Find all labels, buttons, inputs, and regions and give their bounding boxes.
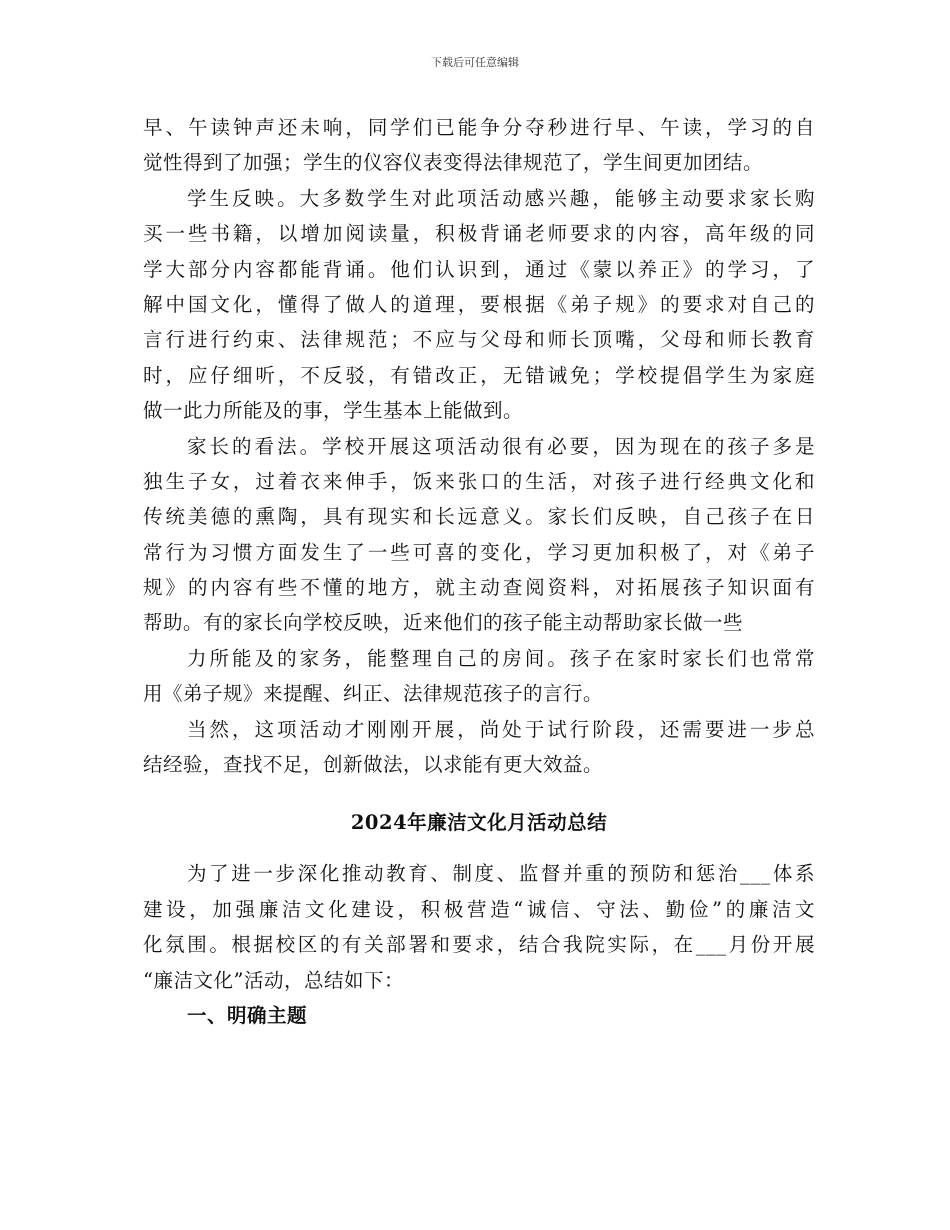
subheading: 一、明确主题 (187, 1003, 308, 1027)
text-line: 觉性得到了加强；学生的仪容仪表变得法律规范了，学生间更加团结。 (143, 151, 764, 175)
paragraph-continuation (143, 110, 815, 181)
section-title: 2024年廉洁文化月活动总结 (350, 811, 608, 835)
paragraph-housework (143, 641, 815, 712)
text-line: 常行为习惯方面发生了一些可喜的变化，学习更加积极了，对《弟子 (143, 540, 815, 564)
page-header: 下载后可任意编辑 (431, 56, 519, 69)
text-line: 时，应仔细听，不反驳，有错改正，无错诫免；学校提倡学生为家庭 (143, 363, 815, 387)
text-line: 言行进行约束、法律规范；不应与父母和师长顶嘴，父母和师长教育 (143, 328, 815, 352)
text-line: 早、午读钟声还未响，同学们已能争分夺秒进行早、午读，学习的自 (143, 116, 815, 139)
text-line: 独生子女，过着衣来伸手，饭来张口的生活，对孩子进行经典文化和 (143, 469, 815, 493)
text-line: 传统美德的熏陶，具有现实和长远意义。家长们反映，自己孩子在日 (143, 505, 815, 529)
text-line: 为了进一步深化推动教育、制度、监督并重的预防和惩治___体系 (187, 862, 815, 886)
text-line: 学生反映。大多数学生对此项活动感兴趣，能够主动要求家长购 (187, 186, 815, 210)
text-line: 做一此力所能及的事，学生基本上能做到。 (143, 399, 524, 423)
text-line: 买一些书籍，以增加阅读量，积极背诵老师要求的内容，高年级的同 (143, 222, 815, 246)
text-line: 规》的内容有些不懂的地方，就主动查阅资料，对拓展孩子知识面有 (143, 576, 815, 600)
paragraph-parent-views (143, 429, 815, 641)
text-line: 结经验，查找不足，创新做法，以求能有更大效益。 (143, 753, 604, 777)
text-line: 学大部分内容都能背诵。他们认识到，通过《蒙以养正》的学习，了 (143, 257, 815, 281)
paragraph-student-feedback (143, 181, 815, 429)
text-line: 建设，加强廉洁文化建设，积极营造“诚信、守法、勤俭”的廉洁文 (143, 897, 815, 921)
document-body (143, 110, 815, 1033)
text-line: 力所能及的家务，能整理自己的房间。孩子在家时家长们也常常 (187, 646, 815, 670)
text-line: 帮助。有的家长向学校反映，近来他们的孩子能主动帮助家长做一些 (143, 611, 744, 635)
text-line: 化氛围。根据校区的有关部署和要求，结合我院实际，在___月份开展 (143, 933, 815, 957)
text-line: 解中国文化，懂得了做人的道理，要根据《弟子规》的要求对自己的 (143, 292, 815, 316)
text-line: 家长的看法。学校开展这项活动很有必要，因为现在的孩子多是 (187, 434, 815, 458)
text-line: 当然，这项活动才刚刚开展，尚处于试行阶段，还需要进一步总 (187, 717, 815, 741)
text-line: “廉洁文化”活动，总结如下： (143, 968, 404, 992)
paragraph-intro (143, 856, 815, 998)
text-line: 用《弟子规》来提醒、纠正、法律规范孩子的言行。 (143, 682, 604, 706)
paragraph-conclusion (143, 712, 815, 783)
